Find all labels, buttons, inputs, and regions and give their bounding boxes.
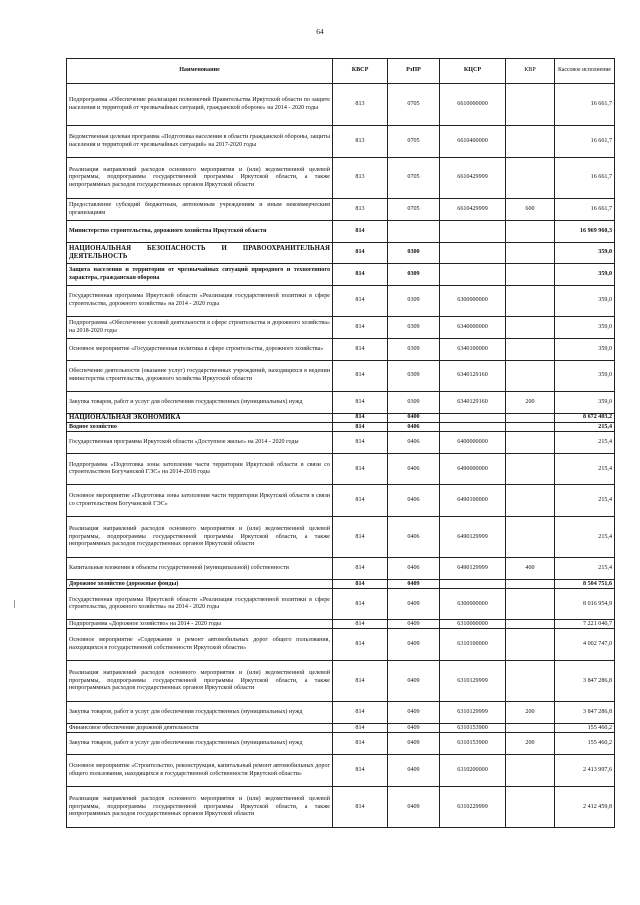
- cell-name: Предоставление субсидий бюджетным, автономным учреждениям и иным некоммерческим организациям: [67, 199, 333, 221]
- cell-kvr: 200: [506, 733, 555, 755]
- cell-kvsr: 814: [333, 580, 388, 589]
- cell-kvr: [506, 286, 555, 317]
- table-row: [67, 199, 615, 221]
- cell-amount: 155 460,2: [555, 724, 615, 733]
- cell-amount: 215,4: [555, 423, 615, 432]
- cell-kvsr: 814: [333, 629, 388, 661]
- cell-amount: 8 016 954,9: [555, 589, 615, 620]
- cell-kvr: [506, 84, 555, 126]
- cell-kcsr: 6310129999: [440, 702, 506, 724]
- table-row: [67, 414, 615, 423]
- cell-name: Финансовое обеспечение дорожной деятельности: [67, 724, 333, 733]
- cell-kcsr: 6340129160: [440, 361, 506, 392]
- table-row: [67, 221, 615, 243]
- table-row: [67, 485, 615, 517]
- cell-rzpr: 0406: [388, 432, 440, 454]
- header-kvr: КВР: [506, 59, 555, 84]
- cell-rzpr: 0409: [388, 724, 440, 733]
- cell-amount: 3 847 286,8: [555, 702, 615, 724]
- table-row: [67, 702, 615, 724]
- cell-kcsr: 6310153900: [440, 733, 506, 755]
- table-row: [67, 84, 615, 126]
- table-row: [67, 733, 615, 755]
- table-row: [67, 361, 615, 392]
- table-row: [67, 264, 615, 286]
- cell-name: Капитальные вложения в объекты государственной (муниципальной) собственности: [67, 558, 333, 580]
- cell-rzpr: 0409: [388, 661, 440, 702]
- cell-name: Закупка товаров, работ и услуг для обеспечения государственных (муниципальных) нужд: [67, 702, 333, 724]
- cell-kvsr: 813: [333, 126, 388, 158]
- cell-name: Обеспечение деятельности (оказание услуг) государственных учреждений, находящихся в ведении министерства строительства, дорожного хозяйства Иркутской области: [67, 361, 333, 392]
- table-row: [67, 126, 615, 158]
- cell-name: Основное мероприятие «Строительство, реконструкция, капитальный ремонт автомобильных дорог общего пользования, находящихся в государственной собственности Иркутской области»: [67, 755, 333, 787]
- cell-name: Основное мероприятие «Государственная политика в сфере строительства, дорожного хозяйства»: [67, 339, 333, 361]
- budget-table: [66, 58, 615, 828]
- cell-kvr: [506, 755, 555, 787]
- cell-kvsr: 814: [333, 702, 388, 724]
- cell-kvr: 200: [506, 392, 555, 414]
- cell-kvsr: 814: [333, 558, 388, 580]
- cell-kcsr: 6310129999: [440, 661, 506, 702]
- cell-name: Закупка товаров, работ и услуг для обеспечения государственных (муниципальных) нужд: [67, 392, 333, 414]
- scan-artifact: [14, 600, 15, 608]
- cell-kvsr: 813: [333, 84, 388, 126]
- header-name: Наименование: [67, 59, 333, 84]
- cell-kcsr: 6610400000: [440, 126, 506, 158]
- cell-kcsr: 6300000000: [440, 286, 506, 317]
- cell-amount: 16 661,7: [555, 126, 615, 158]
- cell-amount: 16 661,7: [555, 84, 615, 126]
- table-row: [67, 580, 615, 589]
- cell-rzpr: 0309: [388, 286, 440, 317]
- cell-name: Подпрограмма «Подготовка зоны затопления части территории Иркутской области в связи со строительством Богучанской ГЭС» на 2014-2018 годы: [67, 454, 333, 485]
- cell-kvr: [506, 339, 555, 361]
- cell-kvsr: 814: [333, 432, 388, 454]
- cell-rzpr: 0309: [388, 361, 440, 392]
- table-row: [67, 787, 615, 828]
- cell-kcsr: 6340129160: [440, 392, 506, 414]
- cell-rzpr: 0409: [388, 755, 440, 787]
- cell-kcsr: [440, 264, 506, 286]
- cell-kvr: [506, 589, 555, 620]
- cell-amount: 2 412 459,8: [555, 787, 615, 828]
- header-cash: Кассовое исполнение: [555, 59, 615, 84]
- cell-name: НАЦИОНАЛЬНАЯ ЭКОНОМИКА: [67, 414, 333, 423]
- cell-kvsr: 814: [333, 221, 388, 243]
- cell-kvsr: 814: [333, 589, 388, 620]
- table-row: [67, 517, 615, 558]
- cell-kvsr: 814: [333, 243, 388, 264]
- cell-kvr: [506, 221, 555, 243]
- cell-amount: 4 002 747,0: [555, 629, 615, 661]
- cell-amount: 359,0: [555, 264, 615, 286]
- cell-rzpr: 0406: [388, 454, 440, 485]
- cell-amount: 359,0: [555, 243, 615, 264]
- cell-name: Закупка товаров, работ и услуг для обеспечения государственных (муниципальных) нужд: [67, 733, 333, 755]
- cell-name: Реализация направлений расходов основного мероприятия и (или) ведомственной целевой программы, подпрограммы государственной программы Иркутской области, а также непрограммных расходов государственных органов Иркутской области: [67, 661, 333, 702]
- table-row: [67, 158, 615, 199]
- cell-kvsr: 814: [333, 423, 388, 432]
- cell-name: Подпрограмма «Дорожное хозяйство» на 2014 - 2020 годы: [67, 620, 333, 629]
- cell-kcsr: 6340100000: [440, 339, 506, 361]
- cell-kvsr: 814: [333, 392, 388, 414]
- table-row: [67, 317, 615, 339]
- cell-kvr: [506, 629, 555, 661]
- cell-kcsr: 6610429999: [440, 158, 506, 199]
- cell-rzpr: 0406: [388, 423, 440, 432]
- cell-kvr: [506, 724, 555, 733]
- cell-kvr: [506, 264, 555, 286]
- table-row: [67, 724, 615, 733]
- cell-rzpr: 0309: [388, 317, 440, 339]
- cell-rzpr: 0400: [388, 414, 440, 423]
- cell-kcsr: 6490100000: [440, 485, 506, 517]
- cell-rzpr: 0409: [388, 733, 440, 755]
- cell-rzpr: 0705: [388, 158, 440, 199]
- cell-amount: 359,0: [555, 317, 615, 339]
- cell-rzpr: 0309: [388, 392, 440, 414]
- cell-kcsr: [440, 243, 506, 264]
- table-row: [67, 589, 615, 620]
- cell-kvr: [506, 454, 555, 485]
- cell-kvsr: 814: [333, 724, 388, 733]
- cell-kvsr: 814: [333, 414, 388, 423]
- cell-kvsr: 814: [333, 454, 388, 485]
- header-kcsr: КЦСР: [440, 59, 506, 84]
- cell-rzpr: 0406: [388, 558, 440, 580]
- header-kvsr: КВСР: [333, 59, 388, 84]
- cell-rzpr: 0406: [388, 485, 440, 517]
- table-row: [67, 423, 615, 432]
- cell-name: Дорожное хозяйство (дорожные фонды): [67, 580, 333, 589]
- cell-kcsr: 6310000000: [440, 620, 506, 629]
- cell-kcsr: 6310200000: [440, 755, 506, 787]
- cell-kcsr: [440, 423, 506, 432]
- table-header-row: [67, 59, 615, 84]
- cell-kvr: [506, 126, 555, 158]
- cell-rzpr: [388, 221, 440, 243]
- cell-kvsr: 814: [333, 286, 388, 317]
- page-number: 64: [316, 27, 324, 36]
- cell-kvsr: 814: [333, 264, 388, 286]
- cell-name: НАЦИОНАЛЬНАЯ БЕЗОПАСНОСТЬ И ПРАВООХРАНИТЕЛЬНАЯ ДЕЯТЕЛЬНОСТЬ: [67, 243, 333, 264]
- cell-rzpr: 0309: [388, 339, 440, 361]
- cell-amount: 215,4: [555, 454, 615, 485]
- cell-name: Защита населения и территории от чрезвычайных ситуаций природного и техногенного характера, гражданская оборона: [67, 264, 333, 286]
- cell-amount: 2 413 997,6: [555, 755, 615, 787]
- table-row: [67, 432, 615, 454]
- cell-kvsr: 814: [333, 339, 388, 361]
- cell-amount: 16 969 960,3: [555, 221, 615, 243]
- cell-name: Водное хозяйство: [67, 423, 333, 432]
- cell-kvsr: 814: [333, 733, 388, 755]
- cell-kvsr: 814: [333, 517, 388, 558]
- cell-kvr: [506, 361, 555, 392]
- cell-amount: 8 672 403,2: [555, 414, 615, 423]
- cell-name: Ведомственная целевая программа «Подготовка населения в области гражданской обороны, защиты населения и территорий от чрезвычайных ситуаций» на 2017-2020 годы: [67, 126, 333, 158]
- cell-rzpr: 0705: [388, 199, 440, 221]
- cell-amount: 359,0: [555, 361, 615, 392]
- cell-rzpr: 0705: [388, 126, 440, 158]
- table-row: [67, 661, 615, 702]
- table-row: [67, 620, 615, 629]
- table-body: [67, 84, 615, 828]
- cell-name: Государственная программа Иркутской области «Реализация государственной политики в сфере строительства, дорожного хозяйства» на 2014 - 2020 годы: [67, 589, 333, 620]
- cell-kvr: 200: [506, 702, 555, 724]
- cell-kvr: 600: [506, 199, 555, 221]
- cell-kvr: [506, 517, 555, 558]
- cell-rzpr: 0409: [388, 589, 440, 620]
- cell-name: Основное мероприятие «Подготовка зоны затопления части территории Иркутской области в связи со строительством Богучанской ГЭС»: [67, 485, 333, 517]
- table-row: [67, 558, 615, 580]
- cell-kvr: [506, 432, 555, 454]
- cell-kvsr: 814: [333, 661, 388, 702]
- table-row: [67, 629, 615, 661]
- cell-kcsr: 6310153900: [440, 724, 506, 733]
- cell-amount: 16 661,7: [555, 199, 615, 221]
- cell-rzpr: 0409: [388, 580, 440, 589]
- cell-kvr: [506, 317, 555, 339]
- cell-rzpr: 0309: [388, 264, 440, 286]
- cell-kcsr: [440, 221, 506, 243]
- cell-kcsr: [440, 414, 506, 423]
- cell-kvsr: 814: [333, 361, 388, 392]
- cell-amount: 8 504 751,6: [555, 580, 615, 589]
- cell-rzpr: 0705: [388, 84, 440, 126]
- cell-kcsr: 6490129999: [440, 558, 506, 580]
- table-row: [67, 392, 615, 414]
- cell-kcsr: 6610429999: [440, 199, 506, 221]
- cell-amount: 359,0: [555, 286, 615, 317]
- cell-rzpr: 0406: [388, 517, 440, 558]
- header-rzpr: РзПР: [388, 59, 440, 84]
- cell-name: Подпрограмма «Обеспечение условий деятельности в сфере строительства и дорожного хозяйства» на 2018-2020 годы: [67, 317, 333, 339]
- cell-kcsr: 6400000000: [440, 432, 506, 454]
- cell-name: Реализация направлений расходов основного мероприятия и (или) ведомственной целевой программы, подпрограммы государственной программы Иркутской области, а также непрограммных расходов государственных органов Иркутской области: [67, 787, 333, 828]
- cell-kvsr: 814: [333, 755, 388, 787]
- cell-amount: 215,4: [555, 558, 615, 580]
- cell-kcsr: 6310100000: [440, 629, 506, 661]
- cell-name: Подпрограмма «Обеспечение реализации полномочий Правительства Иркутской области по защите населения и территорий от чрезвычайных ситуаций, гражданской обороне» на 2014 - 2020 годы: [67, 84, 333, 126]
- cell-kvr: [506, 243, 555, 264]
- cell-kvr: [506, 661, 555, 702]
- table-row: [67, 755, 615, 787]
- cell-kvr: [506, 423, 555, 432]
- cell-rzpr: 0409: [388, 702, 440, 724]
- cell-kvr: [506, 787, 555, 828]
- cell-kvsr: 814: [333, 317, 388, 339]
- cell-kvsr: 814: [333, 620, 388, 629]
- cell-amount: 16 661,7: [555, 158, 615, 199]
- cell-kvr: [506, 414, 555, 423]
- table-row: [67, 454, 615, 485]
- cell-kvr: [506, 485, 555, 517]
- cell-rzpr: 0409: [388, 787, 440, 828]
- cell-name: Государственная программа Иркутской области «Доступное жилье» на 2014 - 2020 годы: [67, 432, 333, 454]
- cell-kcsr: 6300000000: [440, 589, 506, 620]
- cell-name: Основное мероприятие «Содержание и ремонт автомобильных дорог общего пользования, находящихся в государственной собственности Иркутской области»: [67, 629, 333, 661]
- cell-name: Реализация направлений расходов основного мероприятия и (или) ведомственной целевой программы, подпрограммы государственной программы Иркутской области, а также непрограммных расходов государственных органов Иркутской области: [67, 517, 333, 558]
- cell-kcsr: 6490000000: [440, 454, 506, 485]
- cell-amount: 215,4: [555, 432, 615, 454]
- cell-amount: 359,0: [555, 339, 615, 361]
- cell-name: Реализация направлений расходов основного мероприятия и (или) ведомственной целевой программы, подпрограммы государственной программы Иркутской области, а также непрограммных расходов государственных органов Иркутской области: [67, 158, 333, 199]
- cell-kcsr: 6310229999: [440, 787, 506, 828]
- cell-amount: 155 460,2: [555, 733, 615, 755]
- cell-kvr: [506, 620, 555, 629]
- cell-rzpr: 0409: [388, 620, 440, 629]
- cell-kvsr: 814: [333, 787, 388, 828]
- cell-kcsr: 6340000000: [440, 317, 506, 339]
- cell-rzpr: 0409: [388, 629, 440, 661]
- cell-kcsr: [440, 580, 506, 589]
- cell-rzpr: 0300: [388, 243, 440, 264]
- cell-kcsr: 6490129999: [440, 517, 506, 558]
- cell-amount: 215,4: [555, 485, 615, 517]
- table-row: [67, 339, 615, 361]
- cell-kvsr: 814: [333, 485, 388, 517]
- cell-amount: 215,4: [555, 517, 615, 558]
- cell-kvsr: 813: [333, 158, 388, 199]
- cell-kvr: 400: [506, 558, 555, 580]
- table-row: [67, 286, 615, 317]
- cell-kcsr: 6610000000: [440, 84, 506, 126]
- table-row: [67, 243, 615, 264]
- cell-kvsr: 813: [333, 199, 388, 221]
- cell-amount: 7 221 040,7: [555, 620, 615, 629]
- cell-kvr: [506, 158, 555, 199]
- cell-amount: 3 847 286,8: [555, 661, 615, 702]
- cell-name: Министерство строительства, дорожного хозяйства Иркутской области: [67, 221, 333, 243]
- cell-amount: 359,0: [555, 392, 615, 414]
- cell-name: Государственная программа Иркутской области «Реализация государственной политики в сфере строительства, дорожного хозяйства» на 2014 - 2020 годы: [67, 286, 333, 317]
- cell-kvr: [506, 580, 555, 589]
